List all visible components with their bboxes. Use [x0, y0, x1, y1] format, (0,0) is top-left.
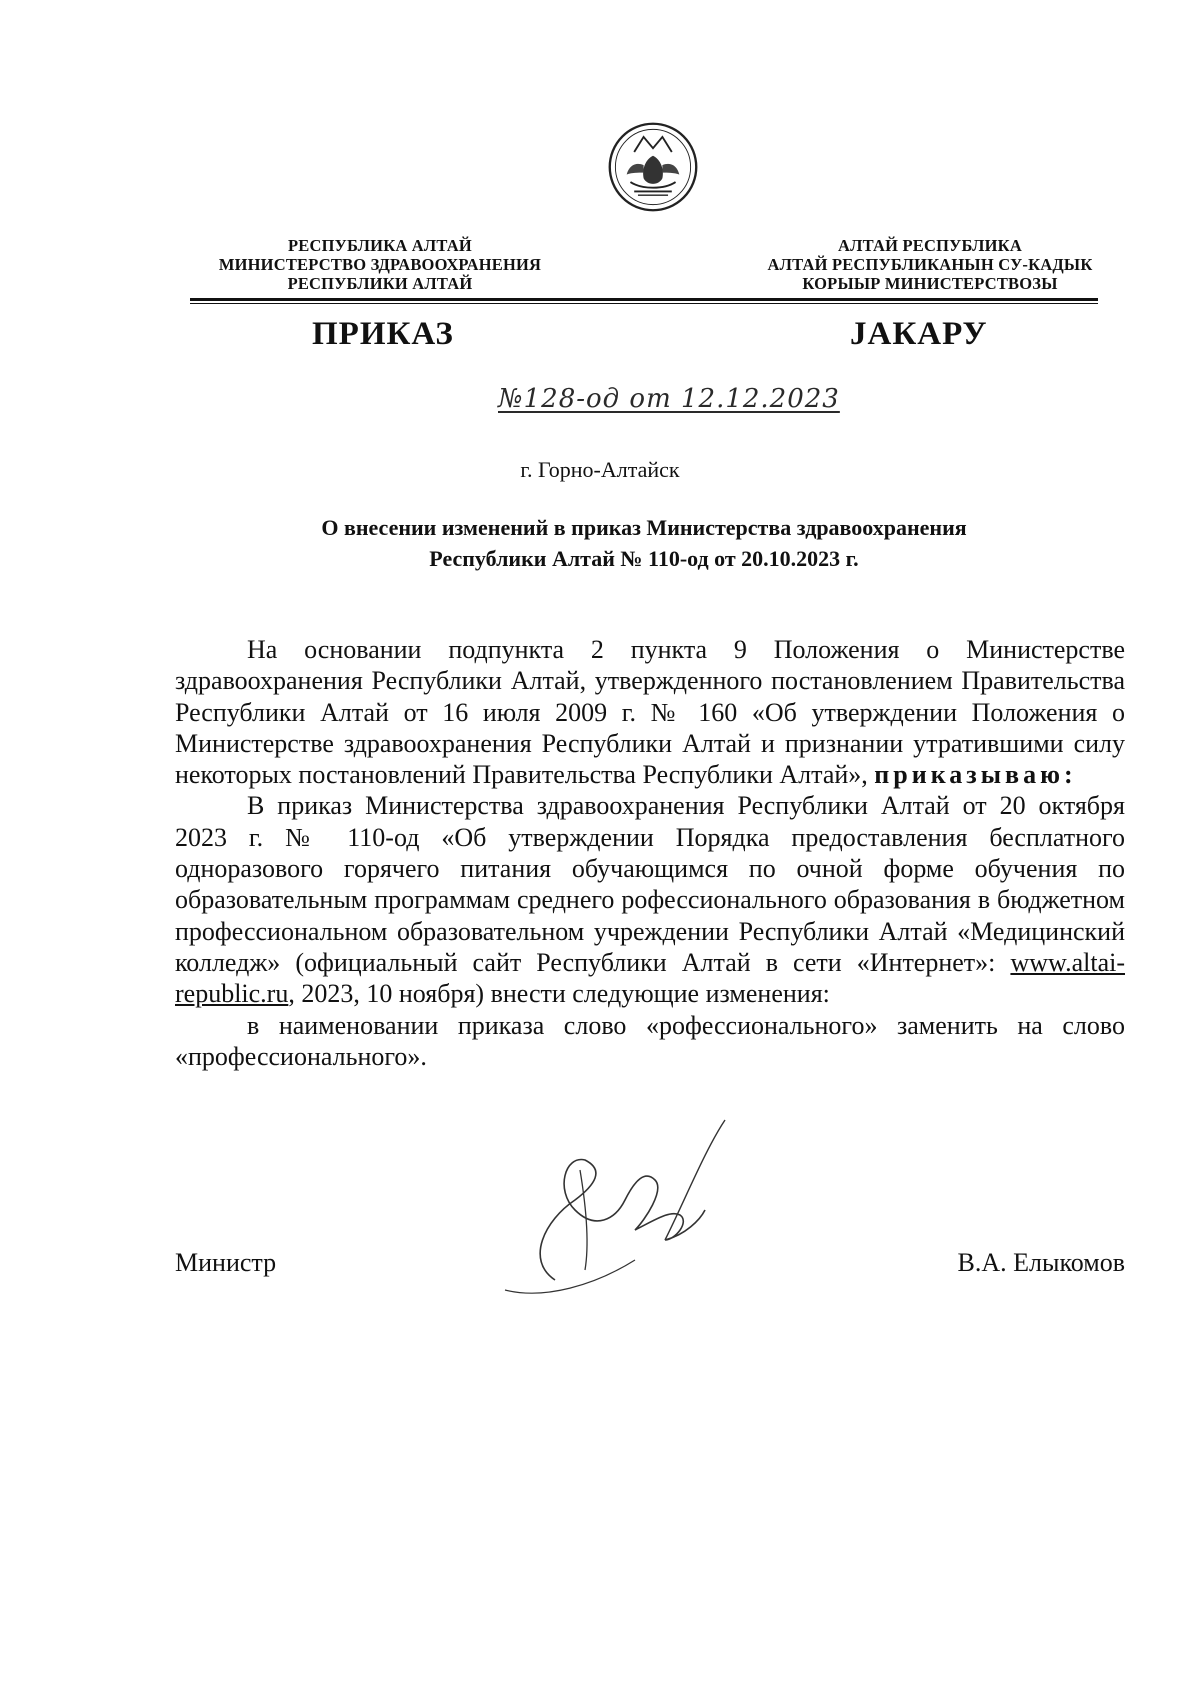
- order-body: [175, 634, 1125, 1072]
- header-left-line: РЕСПУБЛИКИ АЛТАЙ: [287, 274, 473, 293]
- header-right-line: КОРЫЫР МИНИСТЕРСТВОЗЫ: [802, 274, 1058, 293]
- handwritten-order-number: №128-од от 12.12.2023: [498, 384, 840, 414]
- subject-line: О внесении изменений в приказ Министерства здравоохранения: [321, 515, 967, 540]
- header-right-block: [720, 236, 1140, 293]
- header-right-line: АЛТАЙ РЕСПУБЛИКА: [838, 236, 1022, 255]
- body-paragraph-change: в наименовании приказа слово «рофессионального» заменить на слово «профессионального».: [175, 1010, 1125, 1071]
- header-divider-thin: [190, 303, 1098, 304]
- amendment-text: В приказ Министерства здравоохранения Республики Алтай от 20 октября 2023 г. № 110-од «Об утверждении Порядка предоставления бесплатного одноразового горячего питания обучающимся по очной форме обучения по образовательным программам среднего рофессионального образования в бюджетном профессиональном образовательном учреждении Республики Алтай «Медицинский колледж» (официальный сайт Республики Алтай в сети «Интернет»:: [175, 791, 1125, 977]
- subject-line: Республики Алтай № 110-од от 20.10.2023 г.: [429, 546, 859, 571]
- handwritten-signature: [485, 1110, 745, 1310]
- signatory-role: Министр: [175, 1248, 277, 1277]
- coat-of-arms-emblem: [606, 120, 700, 214]
- body-paragraph-basis: [175, 634, 1125, 790]
- basis-text: На основании подпункта 2 пункта 9 Положения о Министерстве здравоохранения Республики Алтай, утвержденного постановлением Правительства Республики Алтай от 16 июля 2009 г. № 160 «Об утверждении Положения о Министерстве здравоохранения Республики Алтай и признании утратившими силу некоторых постановлений Правительства Республики Алтай»,: [175, 635, 1125, 790]
- website-link[interactable]: www.altai-republic.ru: [175, 947, 1125, 1009]
- amendment-text-tail: , 2023, 10 ноября) внести следующие изменения:: [288, 979, 830, 1009]
- body-paragraph-amendment: [175, 790, 1125, 1009]
- order-verb: приказываю:: [874, 760, 1077, 790]
- header-left-block: [170, 236, 590, 293]
- header-left-line: РЕСПУБЛИКА АЛТАЙ: [288, 236, 472, 255]
- header-right-line: АЛТАЙ РЕСПУБЛИКАНЫН СУ-КАДЫК: [767, 255, 1093, 274]
- header-left-line: МИНИСТЕРСТВО ЗДРАВООХРАНЕНИЯ: [218, 255, 542, 274]
- header-divider: [190, 298, 1098, 301]
- signatory-name: В.А. Елыкомов: [957, 1248, 1125, 1277]
- order-title-alt: JАКАРУ: [850, 316, 988, 352]
- order-title-ru: ПРИКАЗ: [312, 316, 454, 352]
- city-line: г. Горно-Алтайск: [520, 457, 680, 482]
- order-subject: [190, 512, 1098, 574]
